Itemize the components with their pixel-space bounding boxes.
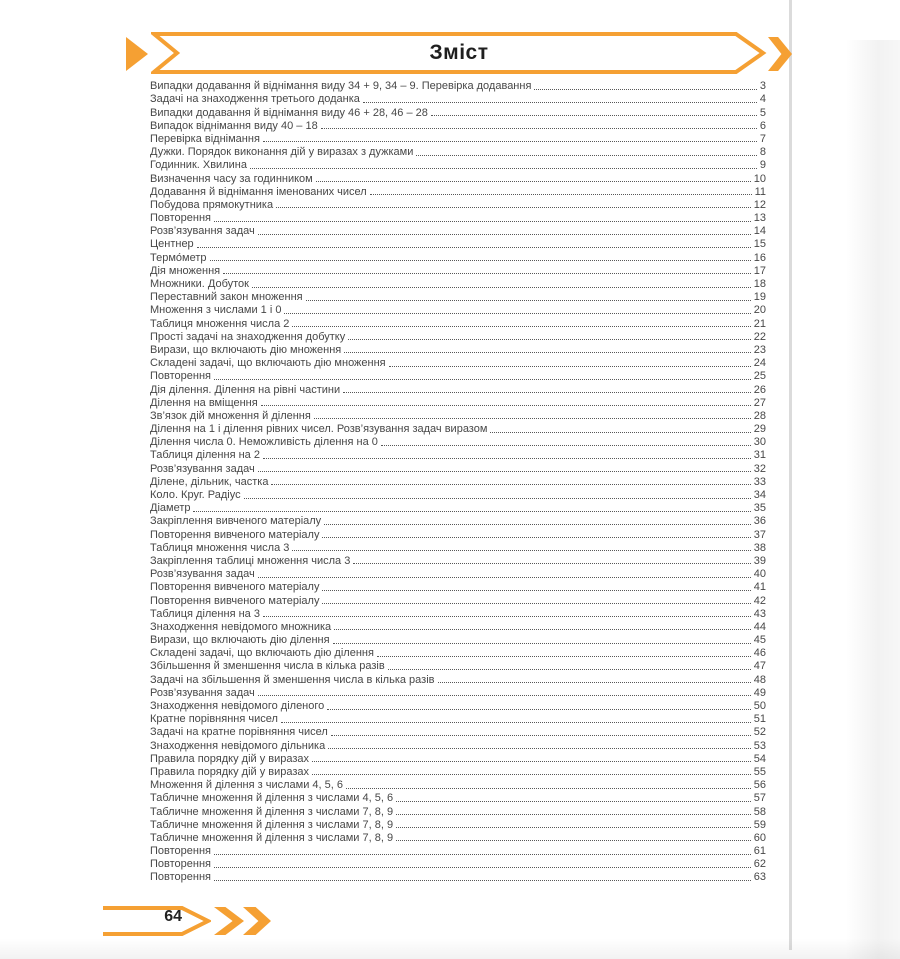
- toc-entry-title: Годинник. Хвилина: [150, 159, 247, 172]
- scan-shadow-right: [845, 40, 900, 959]
- dotted-leader: [431, 115, 757, 116]
- dotted-leader: [214, 221, 751, 222]
- toc-entry-title: Закріплення таблиці множення числа 3: [150, 554, 351, 567]
- dotted-leader: [263, 141, 757, 142]
- toc-entry: [150, 277, 766, 290]
- toc-entry: [150, 250, 766, 263]
- toc-entry-page: 15: [753, 238, 766, 251]
- toc-entry-title: Ділення на вміщення: [150, 396, 258, 409]
- toc-entry: [150, 303, 766, 316]
- toc-entry-page: 60: [753, 831, 766, 844]
- toc-entry: [150, 343, 766, 356]
- toc-entry: [150, 92, 766, 105]
- dotted-leader: [334, 629, 751, 630]
- toc-entry-page: 59: [753, 818, 766, 831]
- dotted-leader: [312, 761, 751, 762]
- toc-entry: [150, 119, 766, 132]
- dotted-leader: [438, 682, 751, 683]
- dotted-leader: [322, 537, 750, 538]
- toc-entry: [150, 633, 766, 646]
- toc-entry-page: 20: [753, 304, 766, 317]
- double-chevron-right-icon: [214, 907, 244, 935]
- toc-entry-page: 28: [753, 409, 766, 422]
- toc-entry-page: 9: [759, 159, 766, 172]
- dotted-leader: [322, 590, 750, 591]
- toc-entry: [150, 514, 766, 527]
- dotted-leader: [306, 300, 751, 301]
- toc-entry-title: Складені задачі, що включають дію множення: [150, 357, 386, 370]
- toc-entry: [150, 132, 766, 145]
- toc-entry: [150, 712, 766, 725]
- toc-entry-title: Множники. Добуток: [150, 278, 249, 290]
- toc-entry-page: 49: [753, 686, 766, 699]
- toc-entry-page: 22: [753, 330, 766, 343]
- dotted-leader: [197, 247, 751, 248]
- toc-entry: [150, 396, 766, 409]
- toc-entry: [150, 725, 766, 738]
- toc-entry-title: Ділення числа 0. Неможливість ділення на 0: [150, 436, 378, 449]
- toc-entry-page: 18: [753, 278, 766, 290]
- dotted-leader: [252, 287, 751, 288]
- dotted-leader: [346, 788, 751, 789]
- dotted-leader: [333, 643, 751, 644]
- dotted-leader: [284, 313, 750, 314]
- toc-entry-page: 63: [753, 871, 766, 884]
- toc-entry-page: 26: [753, 383, 766, 396]
- toc-entry-title: Розв’язування задач: [150, 462, 255, 475]
- toc-entry: [150, 171, 766, 184]
- toc-entry: [150, 448, 766, 461]
- toc-entry-page: 53: [753, 739, 766, 752]
- dotted-leader: [321, 128, 757, 129]
- page-scan-edge: [789, 0, 792, 950]
- toc-entry-title: Табличне множення й ділення з числами 7, 8, 9: [150, 818, 394, 831]
- toc-entry-page: 7: [759, 132, 766, 145]
- toc-entry-page: 35: [753, 502, 766, 515]
- toc-entry-title: Вирази, що включають дію ділення: [150, 634, 330, 647]
- dotted-leader: [276, 207, 751, 208]
- dotted-leader: [258, 695, 751, 696]
- toc-entry-title: Повторення: [150, 858, 211, 871]
- toc-entry-page: 5: [759, 106, 766, 119]
- dotted-leader: [328, 748, 751, 749]
- toc-entry-page: 52: [753, 726, 766, 739]
- toc-entry: [150, 224, 766, 237]
- scan-shadow-bottom: [0, 938, 900, 959]
- toc-entry: [150, 580, 766, 593]
- dotted-leader: [416, 155, 757, 156]
- page-number: 64: [164, 908, 182, 925]
- toc-entry-title: Дія ділення. Ділення на рівні частини: [150, 383, 341, 396]
- toc-entry-title: Прості задачі на знаходження добутку: [150, 330, 346, 343]
- toc-entry-page: 51: [753, 713, 766, 726]
- dotted-leader: [490, 432, 750, 433]
- toc-entry-page: 36: [753, 515, 766, 528]
- toc-entry-title: Табличне множення й ділення з числами 7, 8, 9: [150, 831, 394, 844]
- toc-entry: [150, 818, 766, 831]
- toc-entry-page: 6: [759, 119, 766, 132]
- arrow-right-triangle-icon: [126, 37, 148, 71]
- toc-entry: [150, 356, 766, 369]
- toc-entry-page: 23: [753, 343, 766, 356]
- dotted-leader: [214, 379, 751, 380]
- dotted-leader: [258, 234, 751, 235]
- toc-entry-page: 27: [753, 396, 766, 409]
- dotted-leader: [314, 418, 751, 419]
- dotted-leader: [210, 260, 751, 261]
- dotted-leader: [348, 339, 751, 340]
- toc-entry: [150, 607, 766, 620]
- toc-entry-title: Розв’язування задач: [150, 686, 255, 699]
- toc-entry: [150, 527, 766, 540]
- toc-entry-page: 48: [753, 673, 766, 686]
- toc-entry-title: Додавання й віднімання іменованих чисел: [150, 185, 367, 198]
- toc-entry-page: 42: [753, 594, 766, 607]
- toc-entry-page: 32: [753, 462, 766, 475]
- dotted-leader: [344, 352, 750, 353]
- dotted-leader: [244, 498, 751, 499]
- dotted-leader: [343, 392, 751, 393]
- toc-entry-page: 61: [753, 845, 766, 858]
- toc-entry: [150, 475, 766, 488]
- toc-entry-title: Закріплення вивченого матеріалу: [150, 515, 322, 528]
- toc-entry-title: Ділене, дільник, частка: [150, 475, 269, 488]
- toc-entry: [150, 488, 766, 501]
- toc-entry-page: 47: [753, 660, 766, 673]
- toc-entry-title: Вирази, що включають дію множення: [150, 343, 342, 356]
- toc-entry-title: Центнер: [150, 238, 194, 251]
- toc-entry: [150, 316, 766, 329]
- dotted-leader: [396, 814, 751, 815]
- toc-entry: [150, 264, 766, 277]
- toc-entry: [150, 330, 766, 343]
- toc-entry-title: Діаметр: [150, 502, 191, 515]
- toc-entry-page: 39: [753, 554, 766, 567]
- toc-entry: [150, 620, 766, 633]
- dotted-leader: [353, 563, 750, 564]
- toc-entry-title: Повторення вивченого матеріалу: [150, 581, 320, 594]
- toc-entry-page: 30: [753, 436, 766, 449]
- toc-entry-page: 29: [753, 423, 766, 436]
- dotted-leader: [214, 880, 751, 881]
- toc-entry: [150, 79, 766, 92]
- toc-entry-title: Складені задачі, що включають дію ділення: [150, 647, 374, 660]
- toc-entry-page: 43: [753, 607, 766, 620]
- toc-entry-page: 45: [753, 634, 766, 647]
- toc-entry: [150, 290, 766, 303]
- toc-entry-page: 33: [753, 475, 766, 488]
- toc-entry-page: 40: [753, 568, 766, 581]
- toc-entry: [150, 198, 766, 211]
- dotted-leader: [214, 867, 751, 868]
- toc-entry-page: 55: [753, 765, 766, 778]
- toc-entry-title: Повторення: [150, 212, 211, 225]
- toc-entry-title: Повторення: [150, 370, 211, 383]
- toc-entry: [150, 435, 766, 448]
- toc-entry-title: Задачі на знаходження третього доданка: [150, 93, 360, 106]
- toc-entry-page: 14: [753, 225, 766, 238]
- toc-entry-title: Знаходження невідомого множника: [150, 620, 332, 633]
- toc-entry-title: Збільшення й зменшення числа в кілька разів: [150, 660, 385, 673]
- toc-entry-title: Термо́метр: [150, 251, 207, 264]
- toc-entry-page: 12: [753, 198, 766, 211]
- toc-entry-title: Випадки додавання й віднімання виду 34 + 9, 34 – 9. Перевірка додавання: [150, 80, 532, 93]
- toc-entry: [150, 461, 766, 474]
- toc-entry-page: 8: [759, 146, 766, 159]
- toc-entry-title: Таблиця множення числа 3: [150, 541, 290, 554]
- toc-entry: [150, 593, 766, 606]
- toc-entry-title: Дія множення: [150, 264, 221, 277]
- page-title: Зміст: [429, 41, 489, 64]
- toc-entry-title: Повторення вивченого матеріалу: [150, 594, 320, 607]
- toc-entry-page: 50: [753, 700, 766, 712]
- toc-entry-page: 24: [753, 357, 766, 370]
- toc-entry: [150, 501, 766, 514]
- toc-entry-page: 37: [753, 528, 766, 541]
- double-chevron-right-icon: [243, 907, 271, 935]
- toc-entry: [150, 422, 766, 435]
- dotted-leader: [193, 511, 750, 512]
- toc-entry-title: Випадок віднімання виду 40 – 18: [150, 119, 318, 132]
- toc-entry: [150, 145, 766, 158]
- toc-entry-title: Побудова прямокутника: [150, 198, 274, 211]
- toc-entry-page: 21: [753, 317, 766, 330]
- toc-entry-page: 11: [754, 185, 766, 198]
- toc-entry: [150, 778, 766, 791]
- toc-entry-page: 3: [759, 80, 766, 93]
- toc-entry-title: Перевірка віднімання: [150, 132, 260, 145]
- toc-entry-title: Знаходження невідомого дільника: [150, 739, 326, 752]
- toc-entry-page: 25: [753, 370, 766, 383]
- dotted-leader: [223, 273, 751, 274]
- toc-entry-title: Повторення: [150, 845, 211, 858]
- toc-entry: [150, 237, 766, 250]
- toc-entry: [150, 791, 766, 804]
- dotted-leader: [396, 801, 751, 802]
- toc-entry-title: Розв’язування задач: [150, 225, 255, 238]
- toc-entry-title: Табличне множення й ділення з числами 4, 5, 6: [150, 792, 394, 805]
- toc-entry: [150, 804, 766, 817]
- dotted-leader: [363, 102, 757, 103]
- dotted-leader: [258, 471, 751, 472]
- dotted-leader: [271, 484, 750, 485]
- dotted-leader: [396, 827, 751, 828]
- toc-entry: [150, 672, 766, 685]
- toc-entry-title: Розв’язування задач: [150, 568, 255, 581]
- toc-entry-title: Визначення часу за годинником: [150, 172, 313, 185]
- dotted-leader: [261, 405, 751, 406]
- dotted-leader: [292, 326, 750, 327]
- toc-entry: [150, 382, 766, 395]
- dotted-leader: [281, 722, 751, 723]
- dotted-leader: [214, 854, 751, 855]
- toc-entry: [150, 646, 766, 659]
- toc-entry-page: 38: [753, 541, 766, 554]
- dotted-leader: [322, 603, 750, 604]
- toc-entry-page: 58: [753, 805, 766, 818]
- toc-entry-title: Знаходження невідомого діленого: [150, 700, 325, 712]
- toc-entry-page: 17: [753, 264, 766, 277]
- dotted-leader: [316, 181, 751, 182]
- toc-entry-title: Кратне порівняння чисел: [150, 713, 278, 726]
- toc-entry: [150, 567, 766, 580]
- toc-entry-title: Повторення: [150, 871, 211, 884]
- toc-entry-page: 57: [753, 792, 766, 805]
- toc-entry: [150, 409, 766, 422]
- toc-entry-title: Зв’язок дій множення й ділення: [150, 409, 311, 422]
- toc-entry-title: Таблиця ділення на 2: [150, 449, 260, 462]
- dotted-leader: [377, 656, 751, 657]
- toc-entry-title: Таблиця множення числа 2: [150, 317, 290, 330]
- toc-entry: [150, 831, 766, 844]
- dotted-leader: [292, 550, 750, 551]
- dotted-leader: [396, 840, 751, 841]
- toc-entry: [150, 158, 766, 171]
- toc-entry-page: 41: [753, 581, 766, 594]
- toc-entry: [150, 211, 766, 224]
- toc-entry-page: 4: [759, 93, 766, 106]
- toc-entry-page: 62: [753, 858, 766, 871]
- toc-entry: [150, 752, 766, 765]
- toc-entry-title: Повторення вивченого матеріалу: [150, 528, 320, 541]
- toc-entry-page: 34: [753, 489, 766, 501]
- toc-entry-title: Переставний закон множення: [150, 291, 303, 304]
- toc-entry-title: Коло. Круг. Радіус: [150, 489, 241, 501]
- dotted-leader: [324, 524, 751, 525]
- toc-entry-title: Таблиця ділення на 3: [150, 607, 260, 620]
- toc-entry: [150, 699, 766, 712]
- toc-list: [150, 79, 766, 883]
- toc-entry: [150, 765, 766, 778]
- toc-entry: [150, 369, 766, 382]
- toc-entry: [150, 105, 766, 118]
- toc-entry-page: 19: [753, 291, 766, 304]
- toc-entry: [150, 659, 766, 672]
- toc-entry: [150, 686, 766, 699]
- toc-entry-title: Задачі на збільшення й зменшення числа в кілька разів: [150, 673, 435, 686]
- toc-entry-title: Множення й ділення з числами 4, 5, 6: [150, 779, 343, 792]
- toc-entry: [150, 738, 766, 751]
- dotted-leader: [370, 194, 752, 195]
- toc-entry-title: Множення з числами 1 і 0: [150, 304, 282, 317]
- dotted-leader: [381, 445, 751, 446]
- dotted-leader: [388, 669, 751, 670]
- toc-entry: [150, 870, 766, 883]
- toc-entry-page: 16: [753, 251, 766, 264]
- dotted-leader: [258, 577, 751, 578]
- dotted-leader: [389, 366, 751, 367]
- dotted-leader: [263, 458, 751, 459]
- toc-entry: [150, 185, 766, 198]
- dotted-leader: [263, 616, 751, 617]
- toc-entry-title: Правила порядку дій у виразах: [150, 765, 310, 778]
- toc-entry: [150, 844, 766, 857]
- toc-entry-page: 56: [753, 779, 766, 792]
- toc-entry-page: 31: [753, 449, 766, 462]
- dotted-leader: [312, 774, 751, 775]
- toc-entry-title: Задачі на кратне порівняння чисел: [150, 726, 328, 739]
- toc-entry-page: 10: [753, 172, 766, 185]
- dotted-leader: [331, 735, 751, 736]
- toc-entry-title: Випадки додавання й віднімання виду 46 + 28, 46 – 28: [150, 106, 428, 119]
- toc-entry: [150, 541, 766, 554]
- toc-entry-page: 44: [753, 620, 766, 633]
- toc-entry-title: Табличне множення й ділення з числами 7, 8, 9: [150, 805, 394, 818]
- toc-entry-title: Дужки. Порядок виконання дій у виразах з дужками: [150, 146, 414, 159]
- toc-entry-title: Ділення на 1 і ділення рівних чисел. Розв’язування задач виразом: [150, 423, 488, 436]
- toc-entry-title: Правила порядку дій у виразах: [150, 752, 310, 765]
- toc-entry-page: 54: [753, 752, 766, 765]
- dotted-leader: [534, 89, 756, 90]
- toc-entry-page: 46: [753, 647, 766, 660]
- toc-entry-page: 13: [753, 212, 766, 225]
- dotted-leader: [327, 709, 750, 710]
- toc-entry: [150, 554, 766, 567]
- dotted-leader: [250, 168, 757, 169]
- toc-entry: [150, 857, 766, 870]
